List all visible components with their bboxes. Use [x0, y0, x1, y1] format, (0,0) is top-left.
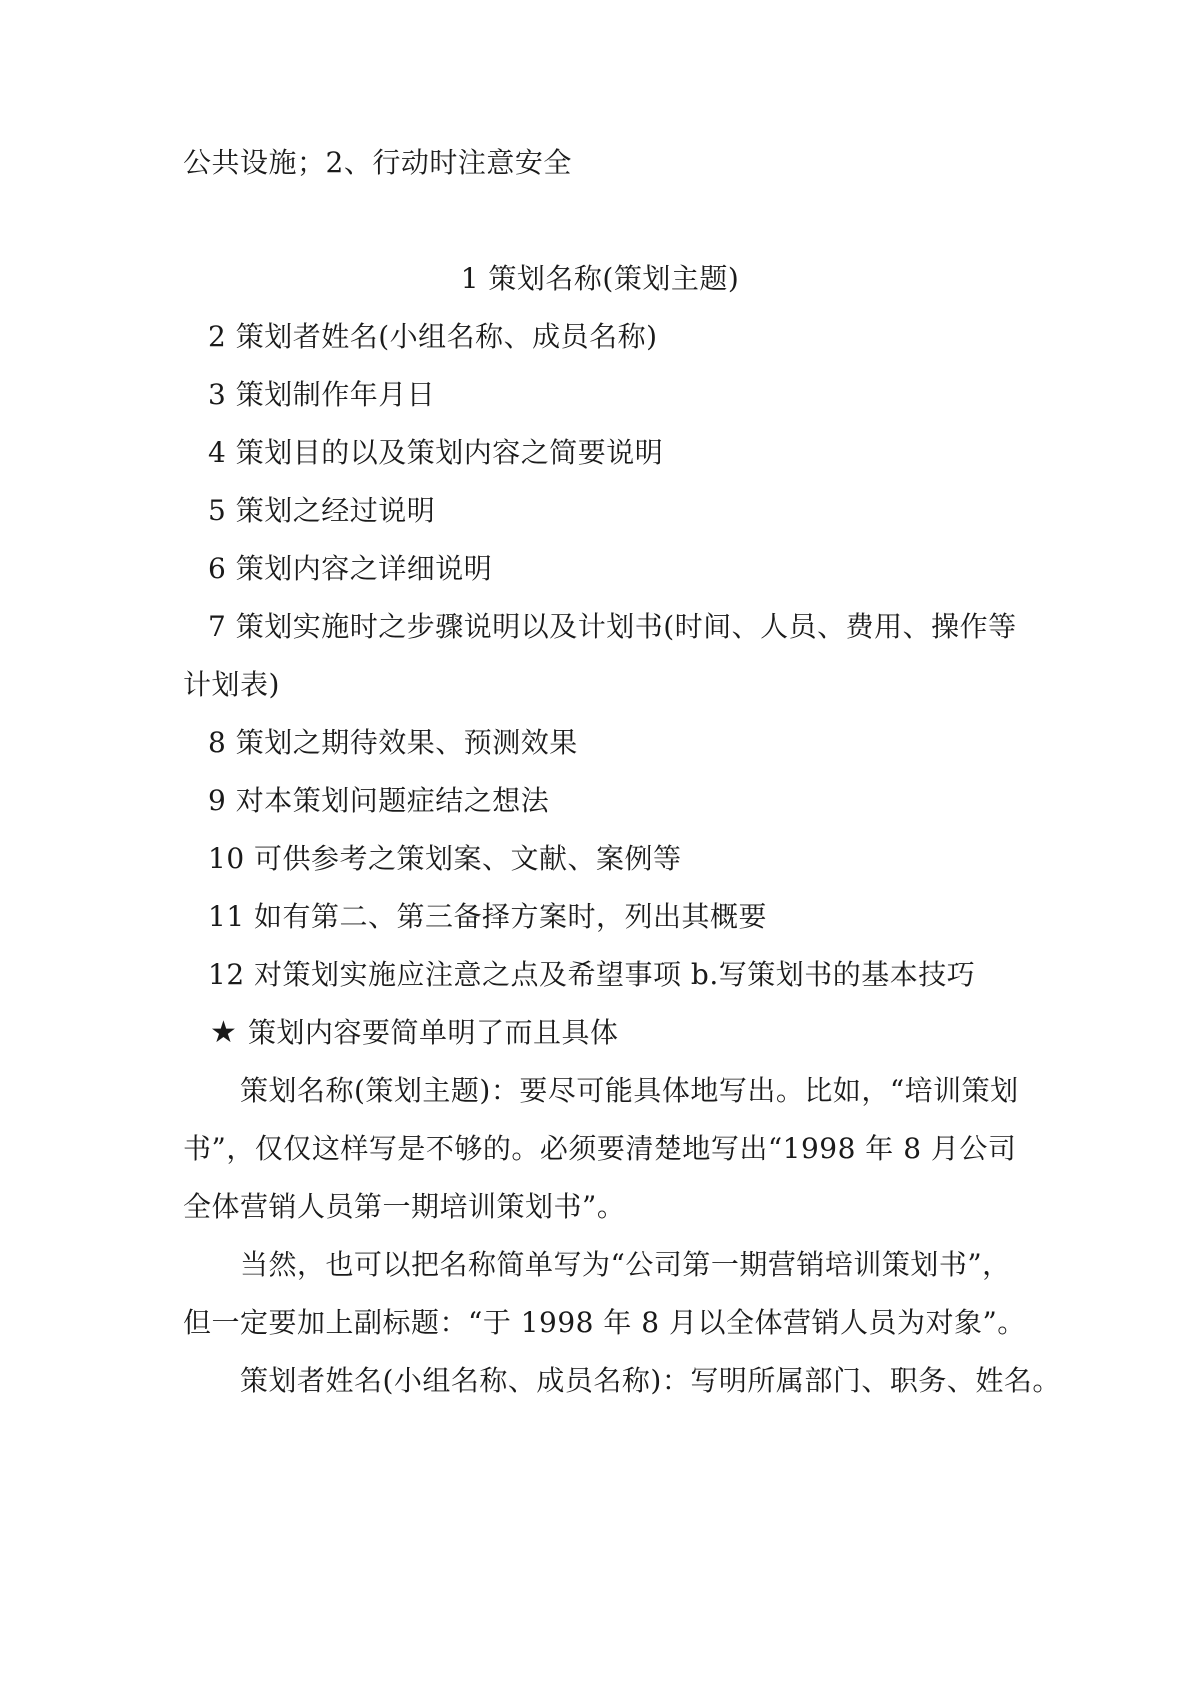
list-item: 4 策划目的以及策划内容之简要说明	[208, 436, 664, 469]
paragraph-line: 书”，仅仅这样写是不够的。必须要清楚地写出“1998 年 8 月公司	[183, 1132, 1017, 1165]
paragraph-line: 策划名称(策划主题)：要尽可能具体地写出。比如，“培训策划	[240, 1074, 1019, 1107]
list-heading: 1 策划名称(策划主题)	[460, 262, 740, 295]
star-bullet-line	[210, 1016, 619, 1050]
list-item: 6 策划内容之详细说明	[208, 552, 493, 585]
list-item: 7 策划实施时之步骤说明以及计划书(时间、人员、费用、操作等	[208, 610, 1017, 643]
list-item-continuation: 计划表)	[183, 668, 280, 701]
star-bullet-text: 策划内容要简单明了而且具体	[248, 1016, 619, 1049]
paragraph-line: 策划者姓名(小组名称、成员名称)：写明所属部门、职务、姓名。	[240, 1364, 1061, 1397]
intro-line: 公共设施；2、行动时注意安全	[183, 146, 572, 179]
list-item: 8 策划之期待效果、预测效果	[208, 726, 578, 759]
list-item: 5 策划之经过说明	[208, 494, 436, 527]
paragraph-line: 全体营销人员第一期培训策划书”。	[183, 1190, 626, 1223]
list-item: 11 如有第二、第三备择方案时，列出其概要	[208, 900, 768, 933]
list-item: 10 可供参考之策划案、文献、案例等	[208, 842, 682, 875]
paragraph-line: 当然，也可以把名称简单写为“公司第一期营销培训策划书”，	[240, 1248, 1011, 1281]
star-icon: ★	[210, 1015, 238, 1050]
list-item: 9 对本策划问题症结之想法	[208, 784, 550, 817]
list-item: 12 对策划实施应注意之点及希望事项 b.写策划书的基本技巧	[208, 958, 976, 991]
list-item: 3 策划制作年月日	[208, 378, 436, 411]
paragraph-line: 但一定要加上副标题：“于 1998 年 8 月以全体营销人员为对象”。	[183, 1306, 1026, 1339]
list-item: 2 策划者姓名(小组名称、成员名称)	[208, 320, 658, 353]
